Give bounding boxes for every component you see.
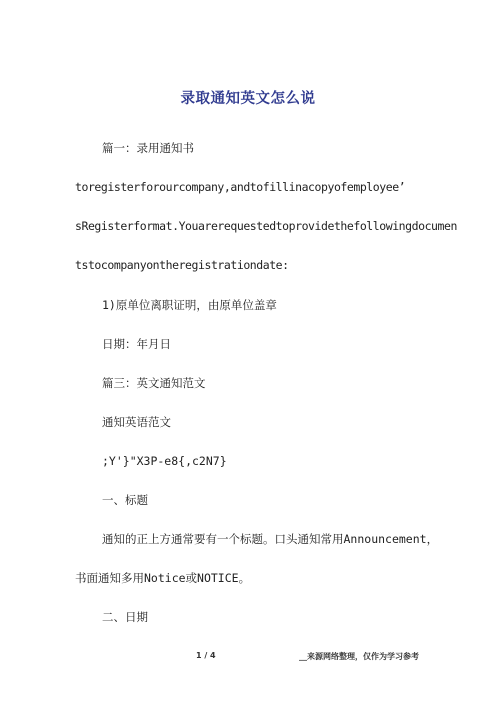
paragraph-line: ;Y'}"X3P-e8{,c2N7} xyxy=(102,454,227,468)
section-heading: 篇三：英文通知范文 xyxy=(102,376,206,390)
paragraph-line: sRegisterformat.Youarerequestedtoprovidethefollowingdocumen xyxy=(75,219,457,233)
paragraph-line: toregisterforourcompany,andtofillinacopyofemployee’ xyxy=(75,180,406,194)
paragraph-line: 通知的正上方通常要有一个标题。口头通知常用Announcement， xyxy=(102,532,439,546)
paragraph-line: 1)原单位离职证明，由原单位盖章 xyxy=(102,298,277,312)
paragraph-line: 书面通知多用Notice或NOTICE。 xyxy=(75,571,251,585)
paragraph-line: tstocompanyontheregistrationdate: xyxy=(75,258,289,272)
footer-note: __来源网络整理，仅作为学习参考 xyxy=(299,652,419,661)
page-indicator: 1 / 4 xyxy=(196,651,216,660)
paragraph-line: 日期：年月日 xyxy=(102,337,171,351)
paragraph-line: 通知英语范文 xyxy=(102,415,171,429)
paragraph-line: 篇一：录用通知书 xyxy=(102,141,194,155)
section-heading: 二、日期 xyxy=(102,610,148,624)
section-heading: 一、标题 xyxy=(102,493,148,507)
document-title: 录取通知英文怎么说 xyxy=(180,91,316,107)
